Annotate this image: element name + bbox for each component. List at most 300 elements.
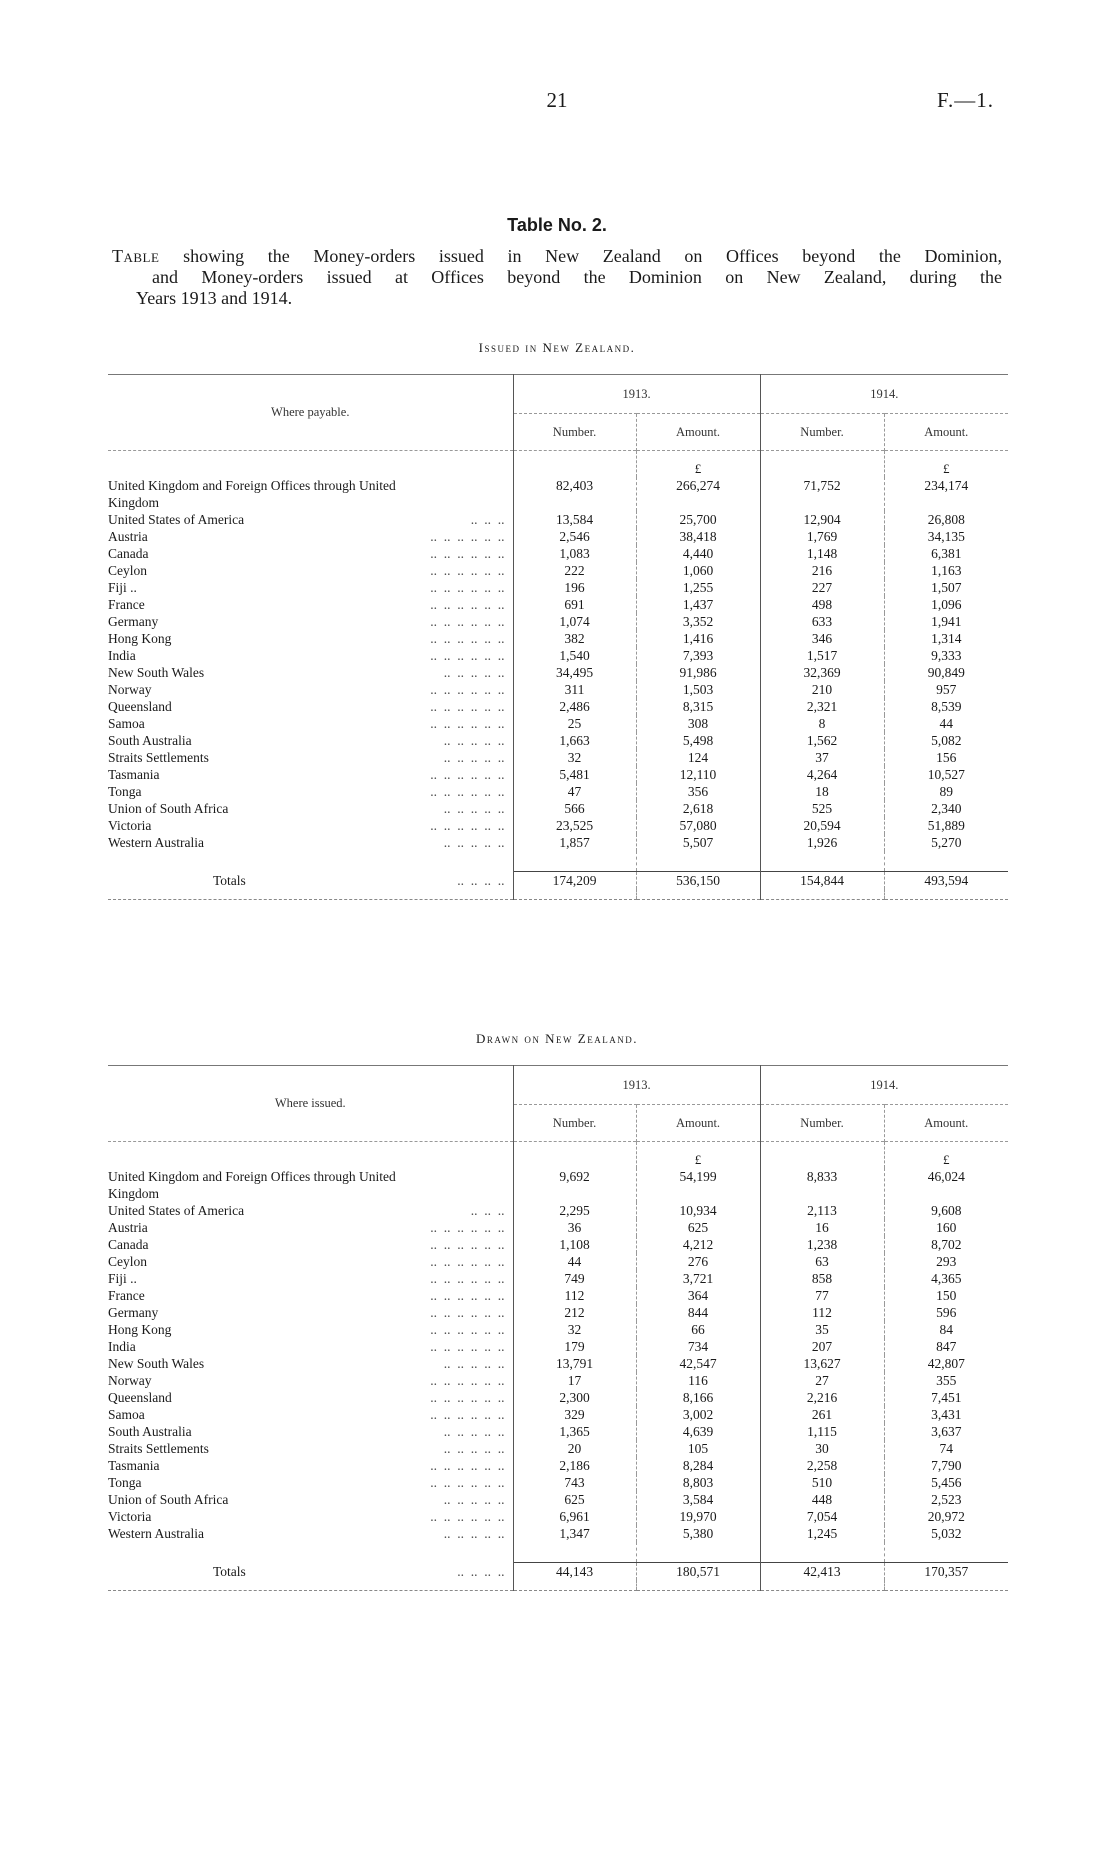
number-1913: 1,540 [513, 647, 636, 664]
amount-1914: 44 [884, 715, 1008, 732]
totals-row [108, 872, 1008, 890]
place-name: United States of America [108, 1203, 245, 1218]
dot-leader: .. .. .. .. .. .. [430, 1373, 505, 1388]
year-1914-header: 1914. [760, 1066, 1008, 1105]
dot-leader: .. .. .. .. .. .. [430, 1475, 505, 1490]
number-1913: 329 [513, 1406, 636, 1423]
amount-1914: 150 [884, 1287, 1008, 1304]
number-1914: 112 [760, 1304, 884, 1321]
number-1913: 2,186 [513, 1457, 636, 1474]
year-1913-header: 1913. [513, 375, 760, 414]
document-reference: F.—1. [937, 88, 994, 112]
amount-1914: 7,790 [884, 1457, 1008, 1474]
number-1914: 2,113 [760, 1202, 884, 1219]
place-name: Tasmania [108, 767, 160, 782]
number-1913: 20 [513, 1440, 636, 1457]
place-name: Germany [108, 1305, 159, 1320]
amount-1914: 8,702 [884, 1236, 1008, 1253]
number-1913: 82,403 [513, 477, 636, 511]
dot-leader: .. .. .. .. [457, 872, 505, 888]
amount-1913: 42,547 [636, 1355, 760, 1372]
place-name: Austria [108, 1220, 148, 1235]
table-row [108, 1372, 1008, 1389]
number-1913: 32 [513, 749, 636, 766]
place-name-cell [108, 1372, 513, 1389]
table-row [108, 1457, 1008, 1474]
amount-1913: 12,110 [636, 766, 760, 783]
dot-leader: .. .. .. .. .. .. [430, 648, 505, 663]
dot-leader: .. .. .. .. .. .. [430, 767, 505, 782]
place-name: Hong Kong [108, 1322, 172, 1337]
amount-header-1914: Amount. [884, 1105, 1008, 1142]
place-name-cell [108, 749, 513, 766]
place-name: Hong Kong [108, 631, 172, 646]
number-1914: 227 [760, 579, 884, 596]
number-1914: 37 [760, 749, 884, 766]
place-name: India [108, 648, 136, 663]
caption-label: Table [112, 246, 160, 266]
amount-1913: 1,255 [636, 579, 760, 596]
table-row [108, 749, 1008, 766]
dot-leader: .. .. .. .. .. [443, 1441, 505, 1456]
number-1914: 1,926 [760, 834, 884, 851]
place-name-cell [108, 834, 513, 851]
drawn-section-title: Drawn on New Zealand. [476, 1031, 638, 1046]
number-1914: 498 [760, 596, 884, 613]
table-row [108, 1287, 1008, 1304]
amount-1914: 20,972 [884, 1508, 1008, 1525]
amount-1913: 1,060 [636, 562, 760, 579]
number-1914: 346 [760, 630, 884, 647]
amount-1913: 116 [636, 1372, 760, 1389]
place-name: Queensland [108, 699, 172, 714]
totals-label-cell [108, 1563, 513, 1581]
amount-1914: 5,456 [884, 1474, 1008, 1491]
amount-1913: 1,416 [636, 630, 760, 647]
amount-1914: 42,807 [884, 1355, 1008, 1372]
amount-1914: 6,381 [884, 545, 1008, 562]
number-1913: 1,108 [513, 1236, 636, 1253]
table-number-title: Table No. 2. [507, 215, 607, 235]
place-name: Victoria [108, 1509, 152, 1524]
table-row [108, 596, 1008, 613]
number-1914: 71,752 [760, 477, 884, 511]
table-row [108, 817, 1008, 834]
number-1913: 5,481 [513, 766, 636, 783]
number-header-1914: Number. [760, 1105, 884, 1142]
amount-header-1913: Amount. [636, 1105, 760, 1142]
place-name-cell [108, 1338, 513, 1355]
totals-label: Totals [213, 1563, 246, 1579]
dot-leader: .. .. .. .. .. [443, 835, 505, 850]
place-name: New South Wales [108, 665, 205, 680]
number-1913: 1,857 [513, 834, 636, 851]
number-1914: 216 [760, 562, 884, 579]
place-name-cell [108, 1474, 513, 1491]
table-row [108, 800, 1008, 817]
number-1914: 30 [760, 1440, 884, 1457]
total-amount-1913: 180,571 [636, 1563, 760, 1581]
place-name: South Australia [108, 733, 192, 748]
table-row [108, 1253, 1008, 1270]
number-1913: 44 [513, 1253, 636, 1270]
place-name-cell [108, 715, 513, 732]
place-name-cell [108, 1202, 513, 1219]
amount-1914: 5,032 [884, 1525, 1008, 1542]
number-1913: 382 [513, 630, 636, 647]
place-name-cell [108, 647, 513, 664]
number-1914: 35 [760, 1321, 884, 1338]
amount-1913: 7,393 [636, 647, 760, 664]
place-name-cell [108, 562, 513, 579]
table-row [108, 766, 1008, 783]
total-number-1914: 154,844 [760, 872, 884, 890]
number-1914: 2,258 [760, 1457, 884, 1474]
number-1913: 47 [513, 783, 636, 800]
number-1914: 2,321 [760, 698, 884, 715]
amount-1913: 8,803 [636, 1474, 760, 1491]
number-1913: 17 [513, 1372, 636, 1389]
place-name: Canada [108, 546, 149, 561]
number-1913: 212 [513, 1304, 636, 1321]
amount-1914: 34,135 [884, 528, 1008, 545]
amount-1914: 74 [884, 1440, 1008, 1457]
totals-label: Totals [213, 872, 246, 888]
amount-1914: 90,849 [884, 664, 1008, 681]
dot-leader: .. .. .. .. .. .. [430, 682, 505, 697]
number-1914: 633 [760, 613, 884, 630]
amount-1913: 734 [636, 1338, 760, 1355]
dot-leader: .. .. .. .. .. [443, 733, 505, 748]
amount-1913: 625 [636, 1219, 760, 1236]
dot-leader: .. .. .. .. .. [443, 1526, 505, 1541]
dot-leader: .. .. .. .. .. .. [430, 546, 505, 561]
amount-1914: 51,889 [884, 817, 1008, 834]
amount-1913: 308 [636, 715, 760, 732]
table-row [108, 1355, 1008, 1372]
place-name-cell [108, 596, 513, 613]
number-1913: 13,791 [513, 1355, 636, 1372]
table-row [108, 528, 1008, 545]
amount-1913: 25,700 [636, 511, 760, 528]
place-name: Ceylon [108, 563, 147, 578]
dot-leader: .. .. .. .. .. .. [430, 1237, 505, 1252]
dot-leader: .. .. .. .. .. .. [430, 1254, 505, 1269]
place-name-cell [108, 732, 513, 749]
amount-1914: 3,431 [884, 1406, 1008, 1423]
number-1913: 112 [513, 1287, 636, 1304]
table-row [108, 1440, 1008, 1457]
number-header-1913: Number. [513, 1105, 636, 1142]
place-name: Western Australia [108, 1526, 205, 1541]
amount-1913: 19,970 [636, 1508, 760, 1525]
amount-1913: 66 [636, 1321, 760, 1338]
total-number-1913: 44,143 [513, 1563, 636, 1581]
amount-1914: 5,270 [884, 834, 1008, 851]
table-row [108, 1236, 1008, 1253]
totals-row [108, 1563, 1008, 1581]
number-1913: 743 [513, 1474, 636, 1491]
table-row [108, 698, 1008, 715]
dot-leader: .. .. .. [470, 512, 505, 527]
place-name: Tasmania [108, 1458, 160, 1473]
total-amount-1914: 170,357 [884, 1563, 1008, 1581]
place-name: Austria [108, 529, 148, 544]
currency-symbol: £ [636, 1142, 760, 1169]
place-name: Tonga [108, 784, 142, 799]
number-1913: 6,961 [513, 1508, 636, 1525]
place-name: Western Australia [108, 835, 205, 850]
dot-leader: .. .. .. .. .. .. [430, 818, 505, 833]
dot-leader: .. .. .. .. .. .. [430, 1339, 505, 1354]
number-1914: 77 [760, 1287, 884, 1304]
table-row [108, 613, 1008, 630]
place-name: Straits Settlements [108, 1441, 209, 1456]
amount-header-1914: Amount. [884, 414, 1008, 451]
table-row [108, 1525, 1008, 1542]
table-row [108, 1168, 1008, 1202]
number-1914: 63 [760, 1253, 884, 1270]
place-name-cell [108, 664, 513, 681]
issued-section-title: Issued in New Zealand. [478, 340, 636, 355]
amount-1914: 2,523 [884, 1491, 1008, 1508]
number-1914: 1,115 [760, 1423, 884, 1440]
amount-1913: 91,986 [636, 664, 760, 681]
place-name-cell [108, 1304, 513, 1321]
total-amount-1913: 536,150 [636, 872, 760, 890]
place-name-cell [108, 1236, 513, 1253]
number-1913: 13,584 [513, 511, 636, 528]
amount-1914: 2,340 [884, 800, 1008, 817]
number-1914: 1,148 [760, 545, 884, 562]
table-row [108, 477, 1008, 511]
number-1914: 261 [760, 1406, 884, 1423]
dot-leader: .. .. .. .. .. .. [430, 597, 505, 612]
amount-1913: 5,498 [636, 732, 760, 749]
amount-1913: 54,199 [636, 1168, 760, 1202]
place-name: United Kingdom and Foreign Offices through United [108, 478, 396, 493]
place-name: Ceylon [108, 1254, 147, 1269]
total-amount-1914: 493,594 [884, 872, 1008, 890]
amount-header-1913: Amount. [636, 414, 760, 451]
dot-leader: .. .. .. .. .. .. [430, 614, 505, 629]
number-1913: 566 [513, 800, 636, 817]
number-1913: 625 [513, 1491, 636, 1508]
amount-1913: 3,002 [636, 1406, 760, 1423]
place-name: Fiji .. [108, 1271, 137, 1286]
currency-symbol: £ [884, 1142, 1008, 1169]
dot-leader: .. .. .. .. .. .. [430, 529, 505, 544]
place-name: India [108, 1339, 136, 1354]
amount-1913: 1,503 [636, 681, 760, 698]
number-1913: 25 [513, 715, 636, 732]
total-number-1914: 42,413 [760, 1563, 884, 1581]
place-name: Union of South Africa [108, 801, 229, 816]
table-row [108, 1508, 1008, 1525]
amount-1914: 1,163 [884, 562, 1008, 579]
amount-1914: 160 [884, 1219, 1008, 1236]
table-row [108, 511, 1008, 528]
amount-1914: 3,637 [884, 1423, 1008, 1440]
amount-1914: 9,608 [884, 1202, 1008, 1219]
place-name-cell [108, 681, 513, 698]
dot-leader: .. .. .. .. .. .. [430, 1407, 505, 1422]
number-1914: 32,369 [760, 664, 884, 681]
place-name-cell [108, 1321, 513, 1338]
table-row [108, 1491, 1008, 1508]
place-name: Tonga [108, 1475, 142, 1490]
amount-1913: 266,274 [636, 477, 760, 511]
amount-1914: 10,527 [884, 766, 1008, 783]
place-name: South Australia [108, 1424, 192, 1439]
dot-leader: .. .. .. .. .. .. [430, 1458, 505, 1473]
amount-1913: 8,284 [636, 1457, 760, 1474]
table-row [108, 1304, 1008, 1321]
table-row [108, 664, 1008, 681]
place-name-cell [108, 1525, 513, 1542]
dot-leader: .. .. .. .. .. .. [430, 784, 505, 799]
number-1913: 2,546 [513, 528, 636, 545]
number-1913: 1,347 [513, 1525, 636, 1542]
number-1913: 196 [513, 579, 636, 596]
place-name-cell [108, 579, 513, 596]
amount-1913: 5,507 [636, 834, 760, 851]
number-1914: 1,562 [760, 732, 884, 749]
number-1913: 311 [513, 681, 636, 698]
place-name-cell [108, 1355, 513, 1372]
place-name-cell [108, 1168, 513, 1202]
dot-leader: .. .. .. .. .. .. [430, 1271, 505, 1286]
number-1914: 1,517 [760, 647, 884, 664]
amount-1914: 596 [884, 1304, 1008, 1321]
place-name-cell [108, 1491, 513, 1508]
number-1913: 1,365 [513, 1423, 636, 1440]
number-1913: 1,074 [513, 613, 636, 630]
amount-1913: 3,584 [636, 1491, 760, 1508]
amount-1913: 1,437 [636, 596, 760, 613]
table-row [108, 1389, 1008, 1406]
amount-1914: 46,024 [884, 1168, 1008, 1202]
amount-1914: 1,096 [884, 596, 1008, 613]
number-1914: 210 [760, 681, 884, 698]
year-1913-header: 1913. [513, 1066, 760, 1105]
number-1913: 1,083 [513, 545, 636, 562]
number-1914: 448 [760, 1491, 884, 1508]
place-name-cell [108, 1508, 513, 1525]
place-name: Norway [108, 682, 152, 697]
place-name: Straits Settlements [108, 750, 209, 765]
place-name-cell [108, 545, 513, 562]
place-name-cell [108, 1440, 513, 1457]
amount-1914: 84 [884, 1321, 1008, 1338]
place-name-cell [108, 1406, 513, 1423]
table-row [108, 647, 1008, 664]
place-name: United States of America [108, 512, 245, 527]
dot-leader: .. .. .. .. [457, 1563, 505, 1579]
total-number-1913: 174,209 [513, 872, 636, 890]
amount-1913: 4,639 [636, 1423, 760, 1440]
number-1914: 16 [760, 1219, 884, 1236]
amount-1914: 355 [884, 1372, 1008, 1389]
number-1914: 20,594 [760, 817, 884, 834]
amount-1913: 8,315 [636, 698, 760, 715]
number-1913: 23,525 [513, 817, 636, 834]
place-name-cell [108, 1270, 513, 1287]
number-1914: 1,245 [760, 1525, 884, 1542]
number-1914: 7,054 [760, 1508, 884, 1525]
caption-line-1: showing the Money-orders issued in New Zealand on Offices beyond the Dominion, [183, 246, 1003, 266]
place-name: United Kingdom and Foreign Offices through United [108, 1169, 396, 1184]
dot-leader: .. .. .. .. .. [443, 801, 505, 816]
place-name-cell [108, 1219, 513, 1236]
dot-leader: .. .. .. .. .. .. [430, 1220, 505, 1235]
amount-1914: 1,507 [884, 579, 1008, 596]
amount-1913: 124 [636, 749, 760, 766]
amount-1913: 2,618 [636, 800, 760, 817]
amount-1913: 4,440 [636, 545, 760, 562]
dot-leader: .. .. .. .. .. .. [430, 1509, 505, 1524]
table-row [108, 545, 1008, 562]
dot-leader: .. .. .. .. .. .. [430, 716, 505, 731]
table-row [108, 783, 1008, 800]
place-name-cell [108, 477, 513, 511]
number-1913: 179 [513, 1338, 636, 1355]
table-row [108, 732, 1008, 749]
place-name-continued: Kingdom [108, 495, 160, 510]
table-row [108, 1270, 1008, 1287]
number-1913: 34,495 [513, 664, 636, 681]
place-name-cell [108, 1389, 513, 1406]
place-name: Norway [108, 1373, 152, 1388]
table-row [108, 630, 1008, 647]
table-row [108, 1338, 1008, 1355]
place-name-cell [108, 698, 513, 715]
place-name-cell [108, 1457, 513, 1474]
amount-1914: 847 [884, 1338, 1008, 1355]
amount-1913: 364 [636, 1287, 760, 1304]
dot-leader: .. .. .. .. .. .. [430, 699, 505, 714]
table-row [108, 1202, 1008, 1219]
amount-1914: 89 [884, 783, 1008, 800]
dot-leader: .. .. .. .. .. [443, 665, 505, 680]
number-1914: 525 [760, 800, 884, 817]
amount-1913: 10,934 [636, 1202, 760, 1219]
amount-1914: 9,333 [884, 647, 1008, 664]
table-row [108, 1219, 1008, 1236]
amount-1913: 5,380 [636, 1525, 760, 1542]
number-1913: 222 [513, 562, 636, 579]
number-1914: 1,238 [760, 1236, 884, 1253]
page-number: 21 [546, 88, 568, 112]
place-name: New South Wales [108, 1356, 205, 1371]
dot-leader: .. .. .. [470, 1203, 505, 1218]
place-name-cell [108, 817, 513, 834]
amount-1913: 8,166 [636, 1389, 760, 1406]
place-name: Samoa [108, 716, 145, 731]
where-payable-header: Where payable. [271, 405, 350, 419]
amount-1914: 234,174 [884, 477, 1008, 511]
number-1913: 2,295 [513, 1202, 636, 1219]
number-1913: 2,486 [513, 698, 636, 715]
currency-symbol: £ [884, 451, 1008, 478]
place-name-continued: Kingdom [108, 1186, 160, 1201]
place-name-cell [108, 1253, 513, 1270]
amount-1913: 276 [636, 1253, 760, 1270]
dot-leader: .. .. .. .. .. .. [430, 1305, 505, 1320]
number-1913: 2,300 [513, 1389, 636, 1406]
dot-leader: .. .. .. .. .. [443, 1356, 505, 1371]
amount-1914: 5,082 [884, 732, 1008, 749]
